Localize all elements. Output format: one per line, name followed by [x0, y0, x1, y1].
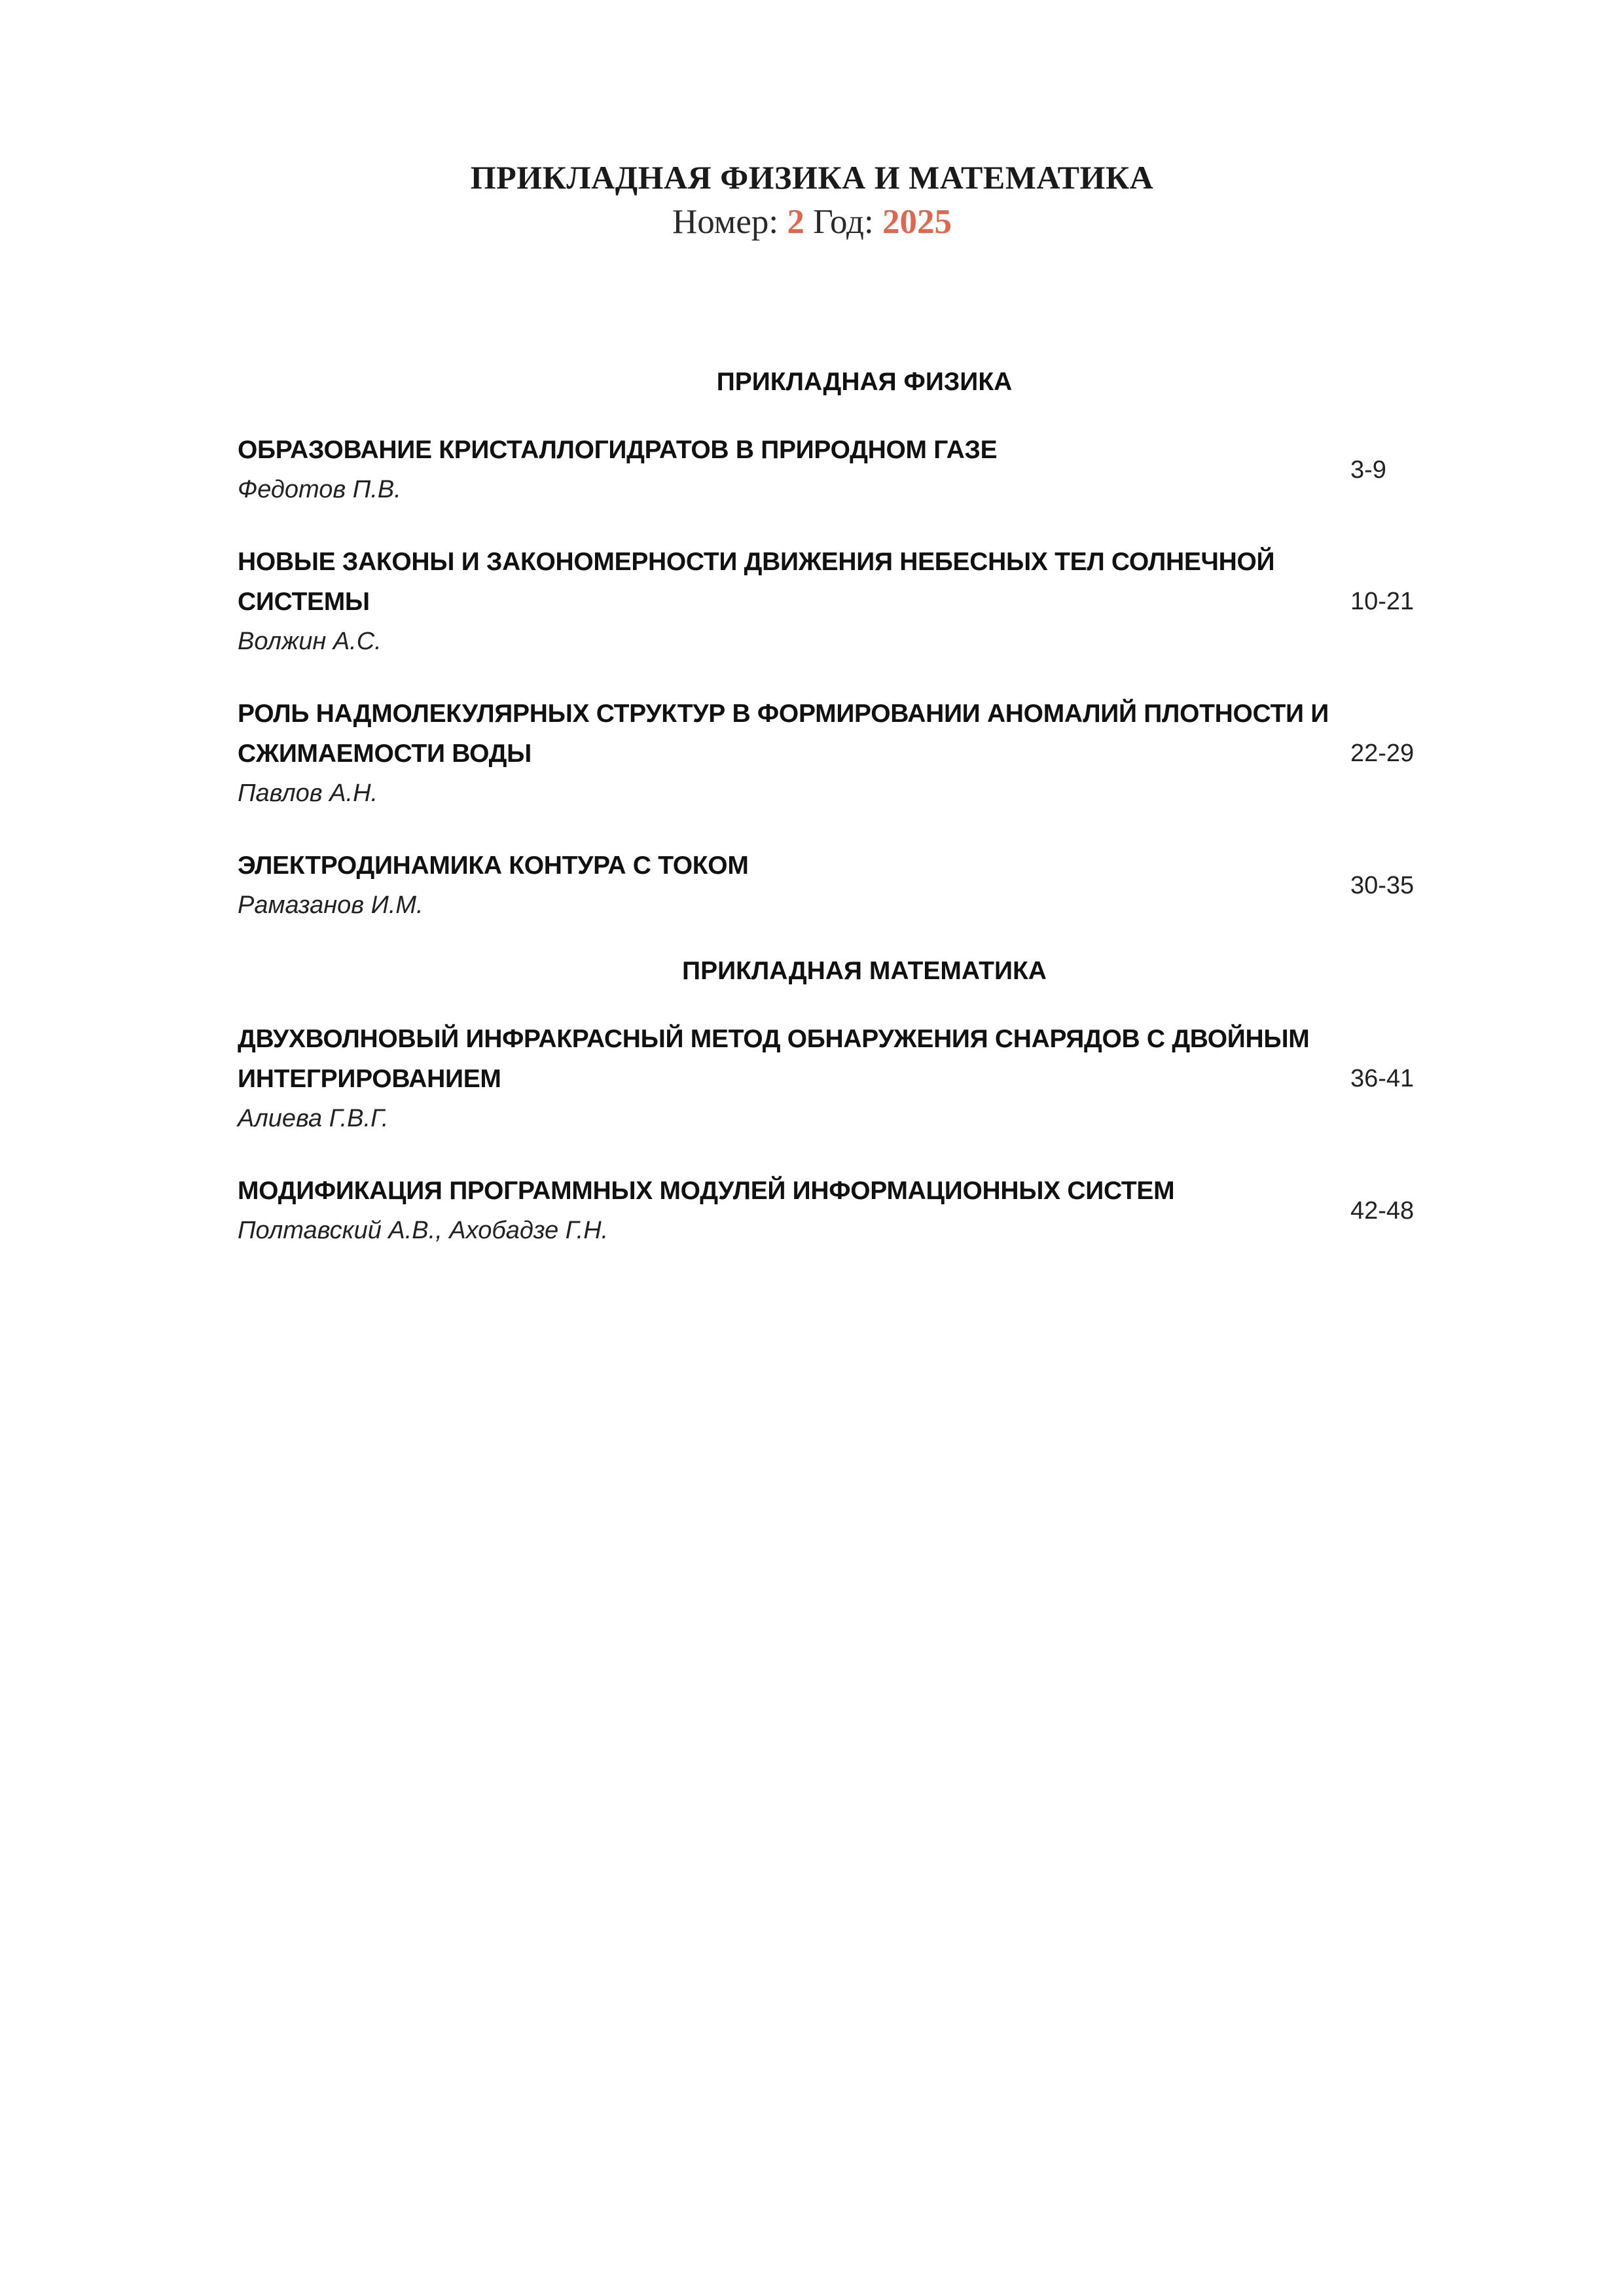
toc-entry[interactable]: [238, 542, 1429, 661]
section-applied-physics: [238, 363, 1429, 925]
article-authors: Волжин А.С.: [238, 628, 382, 655]
article-title: НОВЫЕ ЗАКОНЫ И ЗАКОНОМЕРНОСТИ ДВИЖЕНИЯ НЕБЕСНЫХ ТЕЛ СОЛНЕЧНОЙ СИСТЕМЫ: [238, 548, 1275, 616]
entry-text: [238, 430, 1350, 509]
toc-entry[interactable]: [238, 1171, 1429, 1250]
toc-entry[interactable]: [238, 694, 1429, 813]
toc-entry[interactable]: [238, 1019, 1429, 1138]
journal-title: ПРИКЛАДНАЯ ФИЗИКА И МАТЕМАТИКА: [470, 159, 1154, 196]
page-range: 10-21: [1350, 588, 1415, 615]
article-title: ЭЛЕКТРОДИНАМИКА КОНТУРА С ТОКОМ: [238, 852, 749, 880]
entry-text: [238, 1171, 1350, 1250]
article-authors: Полтавский А.В., Ахобадзе Г.Н.: [238, 1217, 609, 1244]
page-range: 42-48: [1350, 1196, 1415, 1225]
page-range: 3-9: [1350, 456, 1386, 484]
section-heading: ПРИКЛАДНАЯ МАТЕМАТИКА: [682, 957, 1047, 985]
section-entries: [238, 430, 1429, 925]
entry-text: [238, 694, 1350, 813]
page-range: 22-29: [1350, 740, 1415, 767]
article-title: ОБРАЗОВАНИЕ КРИСТАЛЛОГИДРАТОВ В ПРИРОДНОМ ГАЗЕ: [238, 436, 998, 464]
section-heading: ПРИКЛАДНАЯ ФИЗИКА: [716, 368, 1013, 396]
article-title: ДВУХВОЛНОВЫЙ ИНФРАКРАСНЫЙ МЕТОД ОБНАРУЖЕНИЯ СНАРЯДОВ С ДВОЙНЫМ ИНТЕГРИРОВАНИЕМ: [238, 1025, 1310, 1093]
article-authors: Павлов А.Н.: [238, 780, 378, 807]
entry-text: [238, 846, 1350, 925]
article-authors: Алиева Г.В.Г.: [238, 1105, 389, 1132]
toc-entry[interactable]: [238, 846, 1429, 925]
entry-text: [238, 542, 1350, 661]
journal-header: [0, 157, 1624, 243]
toc-entry[interactable]: [238, 430, 1429, 509]
section-applied-mathematics: [238, 952, 1429, 1250]
section-entries: [238, 1019, 1429, 1250]
article-authors: Федотов П.В.: [238, 476, 401, 503]
page-range: 30-35: [1350, 871, 1415, 899]
entry-text: [238, 1019, 1350, 1138]
year-label: Год:: [813, 203, 874, 241]
issue-number: 2: [787, 203, 804, 241]
issue-year: 2025: [882, 203, 952, 241]
page-range: 36-41: [1350, 1065, 1415, 1092]
issue-label: Номер:: [672, 203, 779, 241]
issue-line: [0, 200, 1624, 243]
article-title: МОДИФИКАЦИЯ ПРОГРАММНЫХ МОДУЛЕЙ ИНФОРМАЦИОННЫХ СИСТЕМ: [238, 1177, 1175, 1205]
table-of-contents: [238, 363, 1429, 1250]
article-title: РОЛЬ НАДМОЛЕКУЛЯРНЫХ СТРУКТУР В ФОРМИРОВАНИИ АНОМАЛИЙ ПЛОТНОСТИ И СЖИМАЕМОСТИ ВОДЫ: [238, 700, 1329, 768]
article-authors: Рамазанов И.М.: [238, 891, 424, 919]
